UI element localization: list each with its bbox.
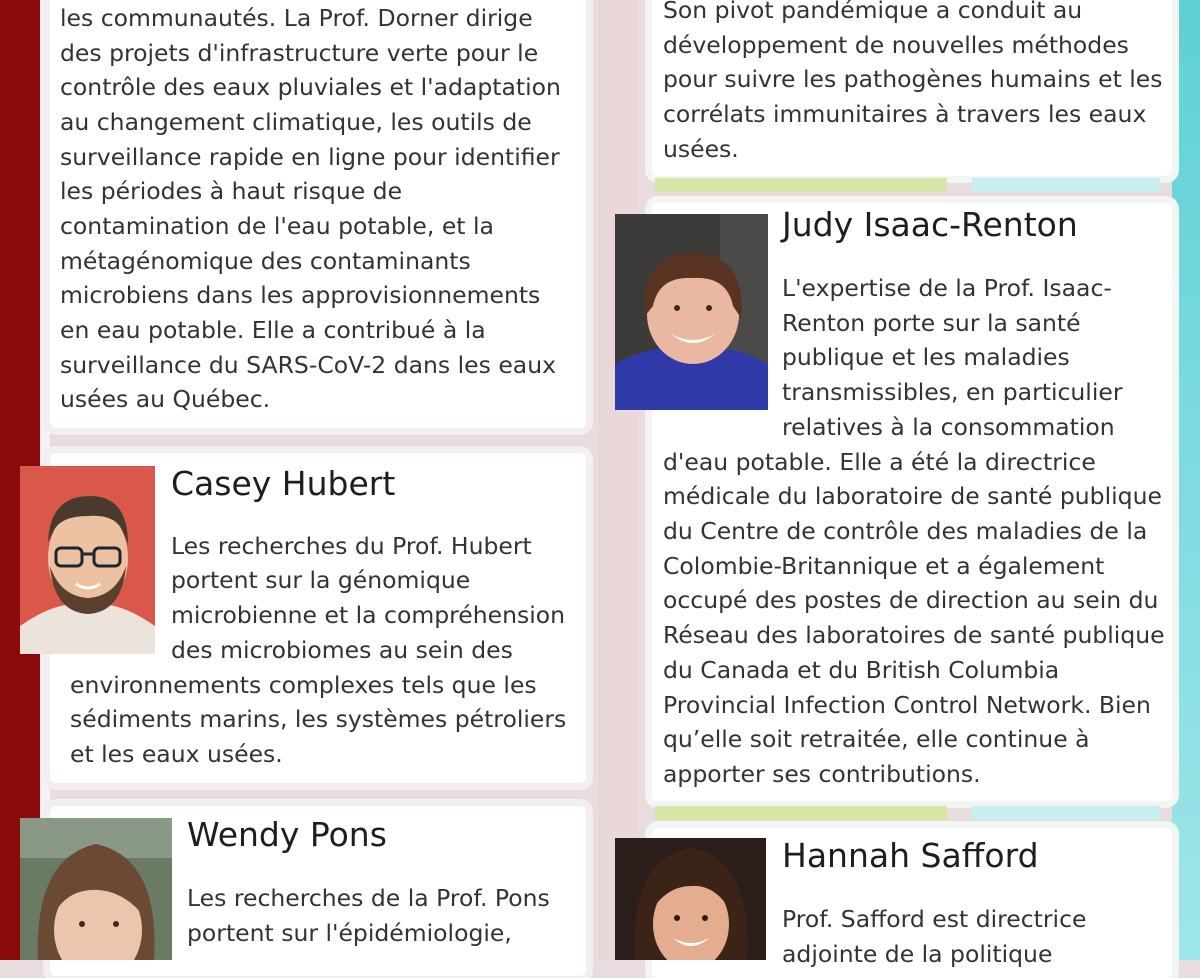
bio-line: du Centre de contrôle des maladies de la [663,517,1148,545]
bio-line: des microbiomes au sein des [171,636,513,664]
bio-line: environnements complexes tels que les [70,671,537,699]
bio-line: adjointe de la politique [782,940,1053,968]
bio-line: Les recherches de la Prof. Pons [187,884,550,912]
bio-line: les périodes à haut risque de [60,177,403,205]
bio-line: Son pivot pandémique a conduit au [663,0,1083,24]
bio-line: sédiments marins, les systèmes pétroliers [70,705,567,733]
judy-isaac-renton-photo [615,214,768,410]
wendy-pons-photo [20,818,172,960]
bio-line: apporter ses contributions. [663,760,981,788]
hannah-safford-name: Hannah Safford [782,836,1039,875]
separator-blue [972,178,1160,192]
casey-hubert-photo [20,466,155,654]
bio-line: médicale du laboratoire de santé publique [663,482,1162,510]
bio-line: portent sur l'épidémiologie, [187,919,512,947]
bio-line: contrôle des eaux pluviales et l'adaptation [60,73,561,101]
hannah-safford-photo [615,838,766,960]
bio-line: microbienne et la compréhension [171,601,566,629]
top-right-bio-card [652,0,1172,176]
dorner-bio-card [50,0,586,428]
bio-line: surveillance du SARS-CoV-2 dans les eaux [60,351,557,379]
bio-line: Réseau des laboratoires de santé publique [663,621,1165,649]
bio-line: et les eaux usées. [70,740,283,768]
separator-green [655,178,947,192]
separator-green [655,806,947,820]
bio-line: Renton porte sur la santé [782,309,1081,337]
bio-line: pour suivre les pathogènes humains et les [663,65,1163,93]
casey-hubert-name: Casey Hubert [171,464,396,503]
bio-line: Les recherches du Prof. Hubert [171,532,532,560]
wendy-pons-name: Wendy Pons [187,815,387,854]
right-accent-stripe [1172,0,1200,960]
bio-line: usées au Québec. [60,385,271,413]
bio-line: usées. [663,135,739,163]
bio-line: publique et les maladies [782,343,1070,371]
bio-line: métagénomique des contaminants [60,247,471,275]
bio-line: L'expertise de la Prof. Isaac- [782,274,1112,302]
bio-line: Provincial Infection Control Network. Bien [663,691,1151,719]
bio-line: transmissibles, en particulier [782,378,1123,406]
bio-line: au changement climatique, les outils de [60,108,532,136]
bio-line: surveillance rapide en ligne pour identifier [60,143,560,171]
bio-line: contamination de l'eau potable, et la [60,212,494,240]
bio-line: portent sur la génomique [171,566,471,594]
bio-line: en eau potable. Elle a contribué à la [60,316,486,344]
bio-line: des projets d'infrastructure verte pour le [60,39,539,67]
column-divider [598,0,638,960]
bio-line: Colombie-Britannique et a également [663,552,1105,580]
bio-line: développement de nouvelles méthodes [663,31,1129,59]
bio-line: occupé des postes de direction au sein du [663,586,1159,614]
bio-line: corrélats immunitaires à travers les eaux [663,100,1147,128]
bio-line: d'eau potable. Elle a été la directrice [663,448,1096,476]
judy-isaac-renton-name: Judy Isaac-Renton [782,205,1078,244]
separator-blue [972,806,1160,820]
bio-line: Prof. Safford est directrice [782,905,1087,933]
bio-line: du Canada et du British Columbia [663,656,1060,684]
bio-line: relatives à la consommation [782,413,1115,441]
bio-line: les communautés. La Prof. Dorner dirige [60,4,533,32]
bio-line: microbiens dans les approvisionnements [60,281,541,309]
bio-line: qu’elle soit retraitée, elle continue à [663,725,1090,753]
